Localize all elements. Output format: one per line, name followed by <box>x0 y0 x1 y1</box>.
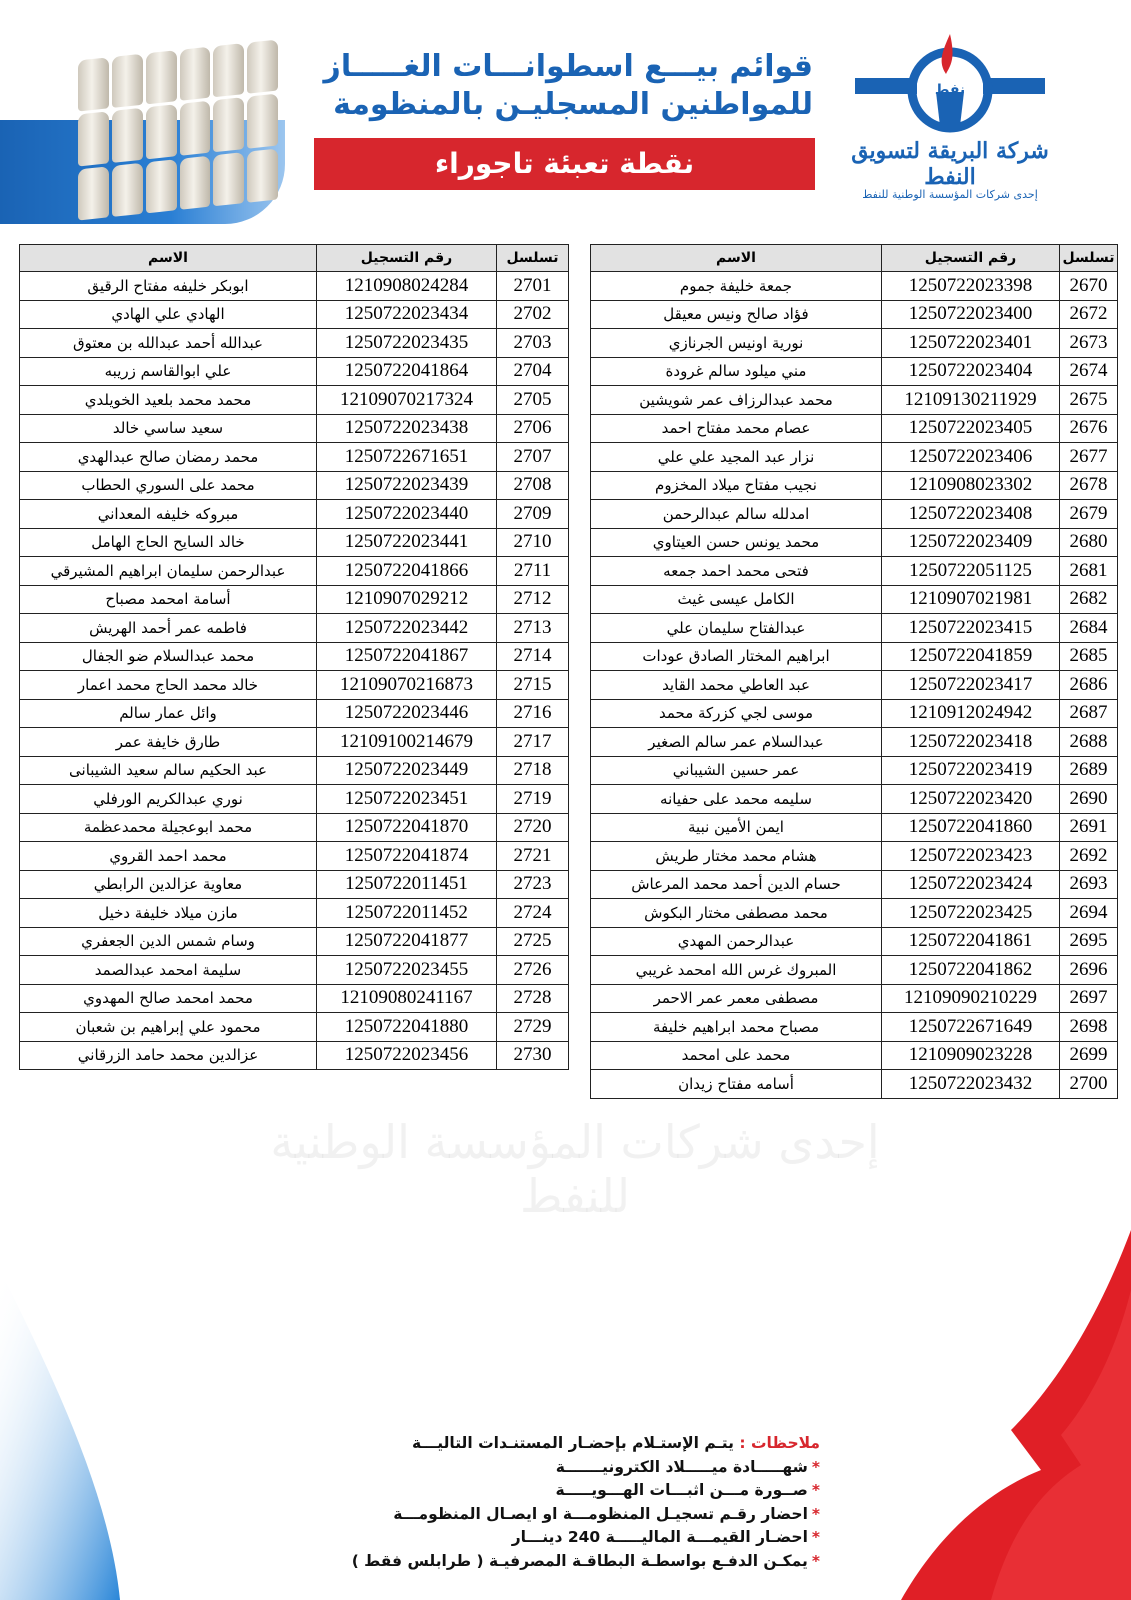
serial-cell: 2682 <box>1060 585 1118 614</box>
serial-cell: 2715 <box>497 671 569 700</box>
notes-intro: يتـم الإستـلام بإحضـار المستنـدات التاليـــة <box>411 1434 734 1452</box>
name-cell: نورية اونيس الجرنازي <box>591 329 882 358</box>
registration-table-right <box>590 244 1118 1099</box>
serial-cell: 2690 <box>1060 785 1118 814</box>
serial-cell: 2679 <box>1060 500 1118 529</box>
reg-number-cell: 1250722023425 <box>882 899 1060 928</box>
name-cell: عبدالسلام عمر سالم الصغير <box>591 728 882 757</box>
serial-cell: 2702 <box>497 300 569 329</box>
header-reg: رقم التسجيل <box>882 245 1060 272</box>
name-cell: سليمه محمد على حفيانه <box>591 785 882 814</box>
reg-number-cell: 12109070217324 <box>317 386 497 415</box>
name-cell: مبروكه خليفه المعداني <box>20 500 317 529</box>
name-cell: مصباح محمد ابراهيم خليفة <box>591 1013 882 1042</box>
reg-number-cell: 1250722023398 <box>882 272 1060 301</box>
name-cell: موسى لجي كزركة محمد <box>591 699 882 728</box>
name-cell: محمد ابوعجيلة محمدعظمة <box>20 813 317 842</box>
reg-number-cell: 1250722023405 <box>882 414 1060 443</box>
header-serial: تسلسل <box>497 245 569 272</box>
serial-cell: 2696 <box>1060 956 1118 985</box>
table-row <box>591 500 1118 529</box>
serial-cell: 2693 <box>1060 870 1118 899</box>
serial-cell: 2675 <box>1060 386 1118 415</box>
table-row <box>20 813 569 842</box>
name-cell: محمد مصطفى مختار البكوش <box>591 899 882 928</box>
reg-number-cell: 1250722023440 <box>317 500 497 529</box>
reg-number-cell: 1250722671649 <box>882 1013 1060 1042</box>
serial-cell: 2712 <box>497 585 569 614</box>
serial-cell: 2688 <box>1060 728 1118 757</box>
serial-cell: 2676 <box>1060 414 1118 443</box>
name-cell: فؤاد صالح ونيس معيقل <box>591 300 882 329</box>
reg-number-cell: 1210907021981 <box>882 585 1060 614</box>
serial-cell: 2725 <box>497 927 569 956</box>
table-row <box>591 927 1118 956</box>
reg-number-cell: 1250722041867 <box>317 642 497 671</box>
name-cell: محمد يونس حسن العيتاوي <box>591 528 882 557</box>
table-row <box>591 699 1118 728</box>
table-row <box>20 984 569 1013</box>
table-row <box>591 642 1118 671</box>
note-item: *احضـار القيمـــة الماليـــــة 240 دينـــار <box>511 1528 820 1546</box>
reg-number-cell: 1250722023400 <box>882 300 1060 329</box>
serial-cell: 2711 <box>497 557 569 586</box>
name-cell: ايمن الأمين نبية <box>591 813 882 842</box>
table-row <box>591 300 1118 329</box>
reg-number-cell: 1250722011452 <box>317 899 497 928</box>
name-cell: الكامل عيسى غيث <box>591 585 882 614</box>
name-cell: علي ابوالقاسم زريبه <box>20 357 317 386</box>
serial-cell: 2670 <box>1060 272 1118 301</box>
serial-cell: 2685 <box>1060 642 1118 671</box>
table-row <box>20 528 569 557</box>
serial-cell: 2730 <box>497 1041 569 1070</box>
serial-cell: 2700 <box>1060 1070 1118 1099</box>
table-row <box>591 357 1118 386</box>
serial-cell: 2716 <box>497 699 569 728</box>
name-cell: محمد على السوري الحطاب <box>20 471 317 500</box>
table-row <box>591 329 1118 358</box>
table-row <box>20 414 569 443</box>
table-row <box>20 329 569 358</box>
serial-cell: 2726 <box>497 956 569 985</box>
note-item: *شهـــــادة ميـــــلاد الكترونيـــــــة <box>555 1457 820 1476</box>
note-item: *احضار رقـم تسجيـل المنظومـــة او ايصـال المنظومـــة <box>393 1504 820 1523</box>
table-row <box>20 471 569 500</box>
serial-cell: 2704 <box>497 357 569 386</box>
reg-number-cell: 1250722023408 <box>882 500 1060 529</box>
table-row <box>591 1013 1118 1042</box>
serial-cell: 2689 <box>1060 756 1118 785</box>
name-cell: أسامة امحمد مصباح <box>20 585 317 614</box>
name-cell: سليمة امحمد عبدالصمد <box>20 956 317 985</box>
note-item: *يمكـن الدفـع بواسطـة البطاقـة المصرفيـة ( طرابلس فقط ) <box>351 1551 820 1570</box>
reg-number-cell: 1250722051125 <box>882 557 1060 586</box>
serial-cell: 2723 <box>497 870 569 899</box>
reg-number-cell: 1250722023439 <box>317 471 497 500</box>
table-row <box>20 699 569 728</box>
title-line-2: للمواطنين المسجليـن بالمنظومة <box>333 87 813 122</box>
serial-cell: 2674 <box>1060 357 1118 386</box>
table-row <box>20 756 569 785</box>
serial-cell: 2729 <box>497 1013 569 1042</box>
serial-cell: 2698 <box>1060 1013 1118 1042</box>
name-cell: وسام شمس الدين الجعفري <box>20 927 317 956</box>
serial-cell: 2673 <box>1060 329 1118 358</box>
name-cell: محمد امحمد صالح المهدوي <box>20 984 317 1013</box>
table-row <box>591 671 1118 700</box>
name-cell: امدلله سالم عبدالرحمن <box>591 500 882 529</box>
name-cell: عبدالله أحمد عبدالله بن معتوق <box>20 329 317 358</box>
name-cell: وائل عمار سالم <box>20 699 317 728</box>
registration-table-left <box>19 244 569 1070</box>
table-row <box>20 500 569 529</box>
table-row <box>20 728 569 757</box>
table-row <box>20 585 569 614</box>
reg-number-cell: 12109080241167 <box>317 984 497 1013</box>
name-cell: عبدالفتاح سليمان علي <box>591 614 882 643</box>
company-name: شركة البريقة لتسويق النفط <box>851 138 1049 190</box>
serial-cell: 2724 <box>497 899 569 928</box>
serial-cell: 2720 <box>497 813 569 842</box>
notes-label: ملاحظات : <box>739 1434 820 1452</box>
serial-cell: 2699 <box>1060 1041 1118 1070</box>
table-row <box>591 813 1118 842</box>
name-cell: سعيد ساسي خالد <box>20 414 317 443</box>
reg-number-cell: 1250722671651 <box>317 443 497 472</box>
company-subtitle: إحدى شركات المؤسسة الوطنية للنفط <box>862 188 1038 201</box>
name-cell: ابراهيم المختار الصادق عودات <box>591 642 882 671</box>
serial-cell: 2681 <box>1060 557 1118 586</box>
name-cell: فتحى محمد احمد جمعه <box>591 557 882 586</box>
table-row <box>20 870 569 899</box>
table-row <box>20 1013 569 1042</box>
reg-number-cell: 1250722023438 <box>317 414 497 443</box>
table-row <box>591 414 1118 443</box>
reg-number-cell: 1250722041860 <box>882 813 1060 842</box>
serial-cell: 2714 <box>497 642 569 671</box>
reg-number-cell: 1250722023423 <box>882 842 1060 871</box>
red-flag-decoration <box>901 1230 1131 1600</box>
name-cell: خالد السايح الحاج الهامل <box>20 528 317 557</box>
table-row <box>20 614 569 643</box>
reg-number-cell: 1210908023302 <box>882 471 1060 500</box>
name-cell: مازن ميلاد خليفة دخيل <box>20 899 317 928</box>
reg-number-cell: 12109100214679 <box>317 728 497 757</box>
serial-cell: 2691 <box>1060 813 1118 842</box>
reg-number-cell: 1250722023419 <box>882 756 1060 785</box>
filling-point-banner: نقطة تعبئة تاجوراء <box>314 138 815 190</box>
serial-cell: 2706 <box>497 414 569 443</box>
reg-number-cell: 1250722011451 <box>317 870 497 899</box>
reg-number-cell: 1210909023228 <box>882 1041 1060 1070</box>
name-cell: نجيب مفتاح ميلاد المخزوم <box>591 471 882 500</box>
table-row <box>20 1041 569 1070</box>
serial-cell: 2707 <box>497 443 569 472</box>
name-cell: محمد عبدالسلام ضو الجفال <box>20 642 317 671</box>
reg-number-cell: 12109090210229 <box>882 984 1060 1013</box>
reg-number-cell: 1250722023451 <box>317 785 497 814</box>
reg-number-cell: 12109130211929 <box>882 386 1060 415</box>
reg-number-cell: 1250722023442 <box>317 614 497 643</box>
serial-cell: 2687 <box>1060 699 1118 728</box>
name-cell: الهادي علي الهادي <box>20 300 317 329</box>
reg-number-cell: 1250722023404 <box>882 357 1060 386</box>
name-cell: طارق خايفة عمر <box>20 728 317 757</box>
table-row <box>591 756 1118 785</box>
table-row <box>591 984 1118 1013</box>
table-row <box>20 557 569 586</box>
name-cell: مني ميلود سالم غرودة <box>591 357 882 386</box>
name-cell: محمد محمد بلعيد الخويلدي <box>20 386 317 415</box>
name-cell: عبدالرحمن سليمان ابراهيم المشيرقي <box>20 557 317 586</box>
reg-number-cell: 1250722023456 <box>317 1041 497 1070</box>
reg-number-cell: 12109070216873 <box>317 671 497 700</box>
name-cell: محمد احمد القروي <box>20 842 317 871</box>
table-row <box>20 386 569 415</box>
serial-cell: 2680 <box>1060 528 1118 557</box>
reg-number-cell: 1250722041880 <box>317 1013 497 1042</box>
table-row <box>591 1070 1118 1099</box>
table-row <box>20 671 569 700</box>
reg-number-cell: 1250722023409 <box>882 528 1060 557</box>
table-row <box>591 728 1118 757</box>
table-row <box>20 927 569 956</box>
serial-cell: 2672 <box>1060 300 1118 329</box>
reg-number-cell: 1250722023446 <box>317 699 497 728</box>
table-row <box>591 899 1118 928</box>
table-row <box>20 642 569 671</box>
name-cell: مصطفى معمر عمر الاحمر <box>591 984 882 1013</box>
reg-number-cell: 1250722023406 <box>882 443 1060 472</box>
serial-cell: 2697 <box>1060 984 1118 1013</box>
table-row <box>20 785 569 814</box>
serial-cell: 2686 <box>1060 671 1118 700</box>
reg-number-cell: 1210907029212 <box>317 585 497 614</box>
reg-number-cell: 1250722041866 <box>317 557 497 586</box>
table-row <box>20 443 569 472</box>
table-row <box>591 870 1118 899</box>
reg-number-cell: 1250722023401 <box>882 329 1060 358</box>
table-row <box>20 956 569 985</box>
table-row <box>591 471 1118 500</box>
name-cell: هشام محمد مختار طريش <box>591 842 882 871</box>
table-row <box>591 956 1118 985</box>
name-cell: عزالدين محمد حامد الزرقاني <box>20 1041 317 1070</box>
reg-number-cell: 1250722023418 <box>882 728 1060 757</box>
serial-cell: 2713 <box>497 614 569 643</box>
reg-number-cell: 1250722023441 <box>317 528 497 557</box>
header-name: الاسم <box>591 245 882 272</box>
reg-number-cell: 1210908024284 <box>317 272 497 301</box>
serial-cell: 2717 <box>497 728 569 757</box>
table-row <box>20 842 569 871</box>
name-cell: عصام محمد مفتاح احمد <box>591 414 882 443</box>
reg-number-cell: 1250722023455 <box>317 956 497 985</box>
table-row <box>20 899 569 928</box>
name-cell: جمعة خليفة جموم <box>591 272 882 301</box>
watermark-text: إحدى شركات المؤسسة الوطنية للنفط <box>270 1115 880 1223</box>
serial-cell: 2677 <box>1060 443 1118 472</box>
table-row <box>20 300 569 329</box>
name-cell: خالد محمد الحاج محمد اعمار <box>20 671 317 700</box>
reg-number-cell: 1250722023435 <box>317 329 497 358</box>
serial-cell: 2703 <box>497 329 569 358</box>
reg-number-cell: 1250722041877 <box>317 927 497 956</box>
name-cell: المبروك غرس الله امحمد غريبي <box>591 956 882 985</box>
reg-number-cell: 1210912024942 <box>882 699 1060 728</box>
name-cell: فاطمه عمر أحمد الهريش <box>20 614 317 643</box>
table-row <box>591 272 1118 301</box>
header-name: الاسم <box>20 245 317 272</box>
name-cell: محمد عبدالرزاف عمر شويشين <box>591 386 882 415</box>
table-row <box>591 842 1118 871</box>
table-row <box>591 443 1118 472</box>
reg-number-cell: 1250722023449 <box>317 756 497 785</box>
name-cell: عمر حسين الشيباني <box>591 756 882 785</box>
serial-cell: 2678 <box>1060 471 1118 500</box>
name-cell: نوري عبدالكريم الورفلي <box>20 785 317 814</box>
reg-number-cell: 1250722023434 <box>317 300 497 329</box>
serial-cell: 2709 <box>497 500 569 529</box>
reg-number-cell: 1250722041874 <box>317 842 497 871</box>
name-cell: معاوية عزالدين الرابطي <box>20 870 317 899</box>
reg-number-cell: 1250722023417 <box>882 671 1060 700</box>
notes-section <box>290 1432 820 1573</box>
name-cell: محمد رمضان صالح عبدالهدي <box>20 443 317 472</box>
serial-cell: 2695 <box>1060 927 1118 956</box>
reg-number-cell: 1250722023420 <box>882 785 1060 814</box>
table-row <box>591 386 1118 415</box>
header-reg: رقم التسجيل <box>317 245 497 272</box>
table-row <box>591 785 1118 814</box>
serial-cell: 2701 <box>497 272 569 301</box>
header-serial: تسلسل <box>1060 245 1118 272</box>
table-row <box>591 557 1118 586</box>
serial-cell: 2708 <box>497 471 569 500</box>
title-line-1: قوائم بيـــع اسطوانـــات الغـــــاز <box>323 49 813 84</box>
reg-number-cell: 1250722041859 <box>882 642 1060 671</box>
reg-number-cell: 1250722023432 <box>882 1070 1060 1099</box>
note-item: *صــورة مـــن اثبـــات الهـــويـــــة <box>555 1481 820 1499</box>
name-cell: عبد الحكيم سالم سعيد الشيبانى <box>20 756 317 785</box>
name-cell: أسامه مفتاح زيدان <box>591 1070 882 1099</box>
reg-number-cell: 1250722041864 <box>317 357 497 386</box>
logo-badge: نفط <box>934 82 966 98</box>
table-row <box>20 357 569 386</box>
table-row <box>591 585 1118 614</box>
reg-number-cell: 1250722041862 <box>882 956 1060 985</box>
serial-cell: 2705 <box>497 386 569 415</box>
name-cell: محمد على امحمد <box>591 1041 882 1070</box>
serial-cell: 2728 <box>497 984 569 1013</box>
blue-corner-decoration <box>0 1270 120 1600</box>
name-cell: عبدالرحمن المهدي <box>591 927 882 956</box>
table-row <box>591 528 1118 557</box>
serial-cell: 2721 <box>497 842 569 871</box>
page-title <box>293 48 813 124</box>
reg-number-cell: 1250722041861 <box>882 927 1060 956</box>
name-cell: حسام الدين أحمد محمد المرعاش <box>591 870 882 899</box>
reg-number-cell: 1250722023424 <box>882 870 1060 899</box>
table-row <box>20 272 569 301</box>
serial-cell: 2692 <box>1060 842 1118 871</box>
name-cell: عبد العاطي محمد القايد <box>591 671 882 700</box>
serial-cell: 2694 <box>1060 899 1118 928</box>
reg-number-cell: 1250722023415 <box>882 614 1060 643</box>
serial-cell: 2718 <box>497 756 569 785</box>
serial-cell: 2710 <box>497 528 569 557</box>
serial-cell: 2684 <box>1060 614 1118 643</box>
table-row <box>591 614 1118 643</box>
name-cell: نزار عبد المجيد علي علي <box>591 443 882 472</box>
name-cell: محمود علي إبراهيم بن شعبان <box>20 1013 317 1042</box>
name-cell: ابوبكر خليفه مفتاح الرقيق <box>20 272 317 301</box>
serial-cell: 2719 <box>497 785 569 814</box>
reg-number-cell: 1250722041870 <box>317 813 497 842</box>
table-row <box>591 1041 1118 1070</box>
gas-cylinders-image <box>78 39 278 220</box>
